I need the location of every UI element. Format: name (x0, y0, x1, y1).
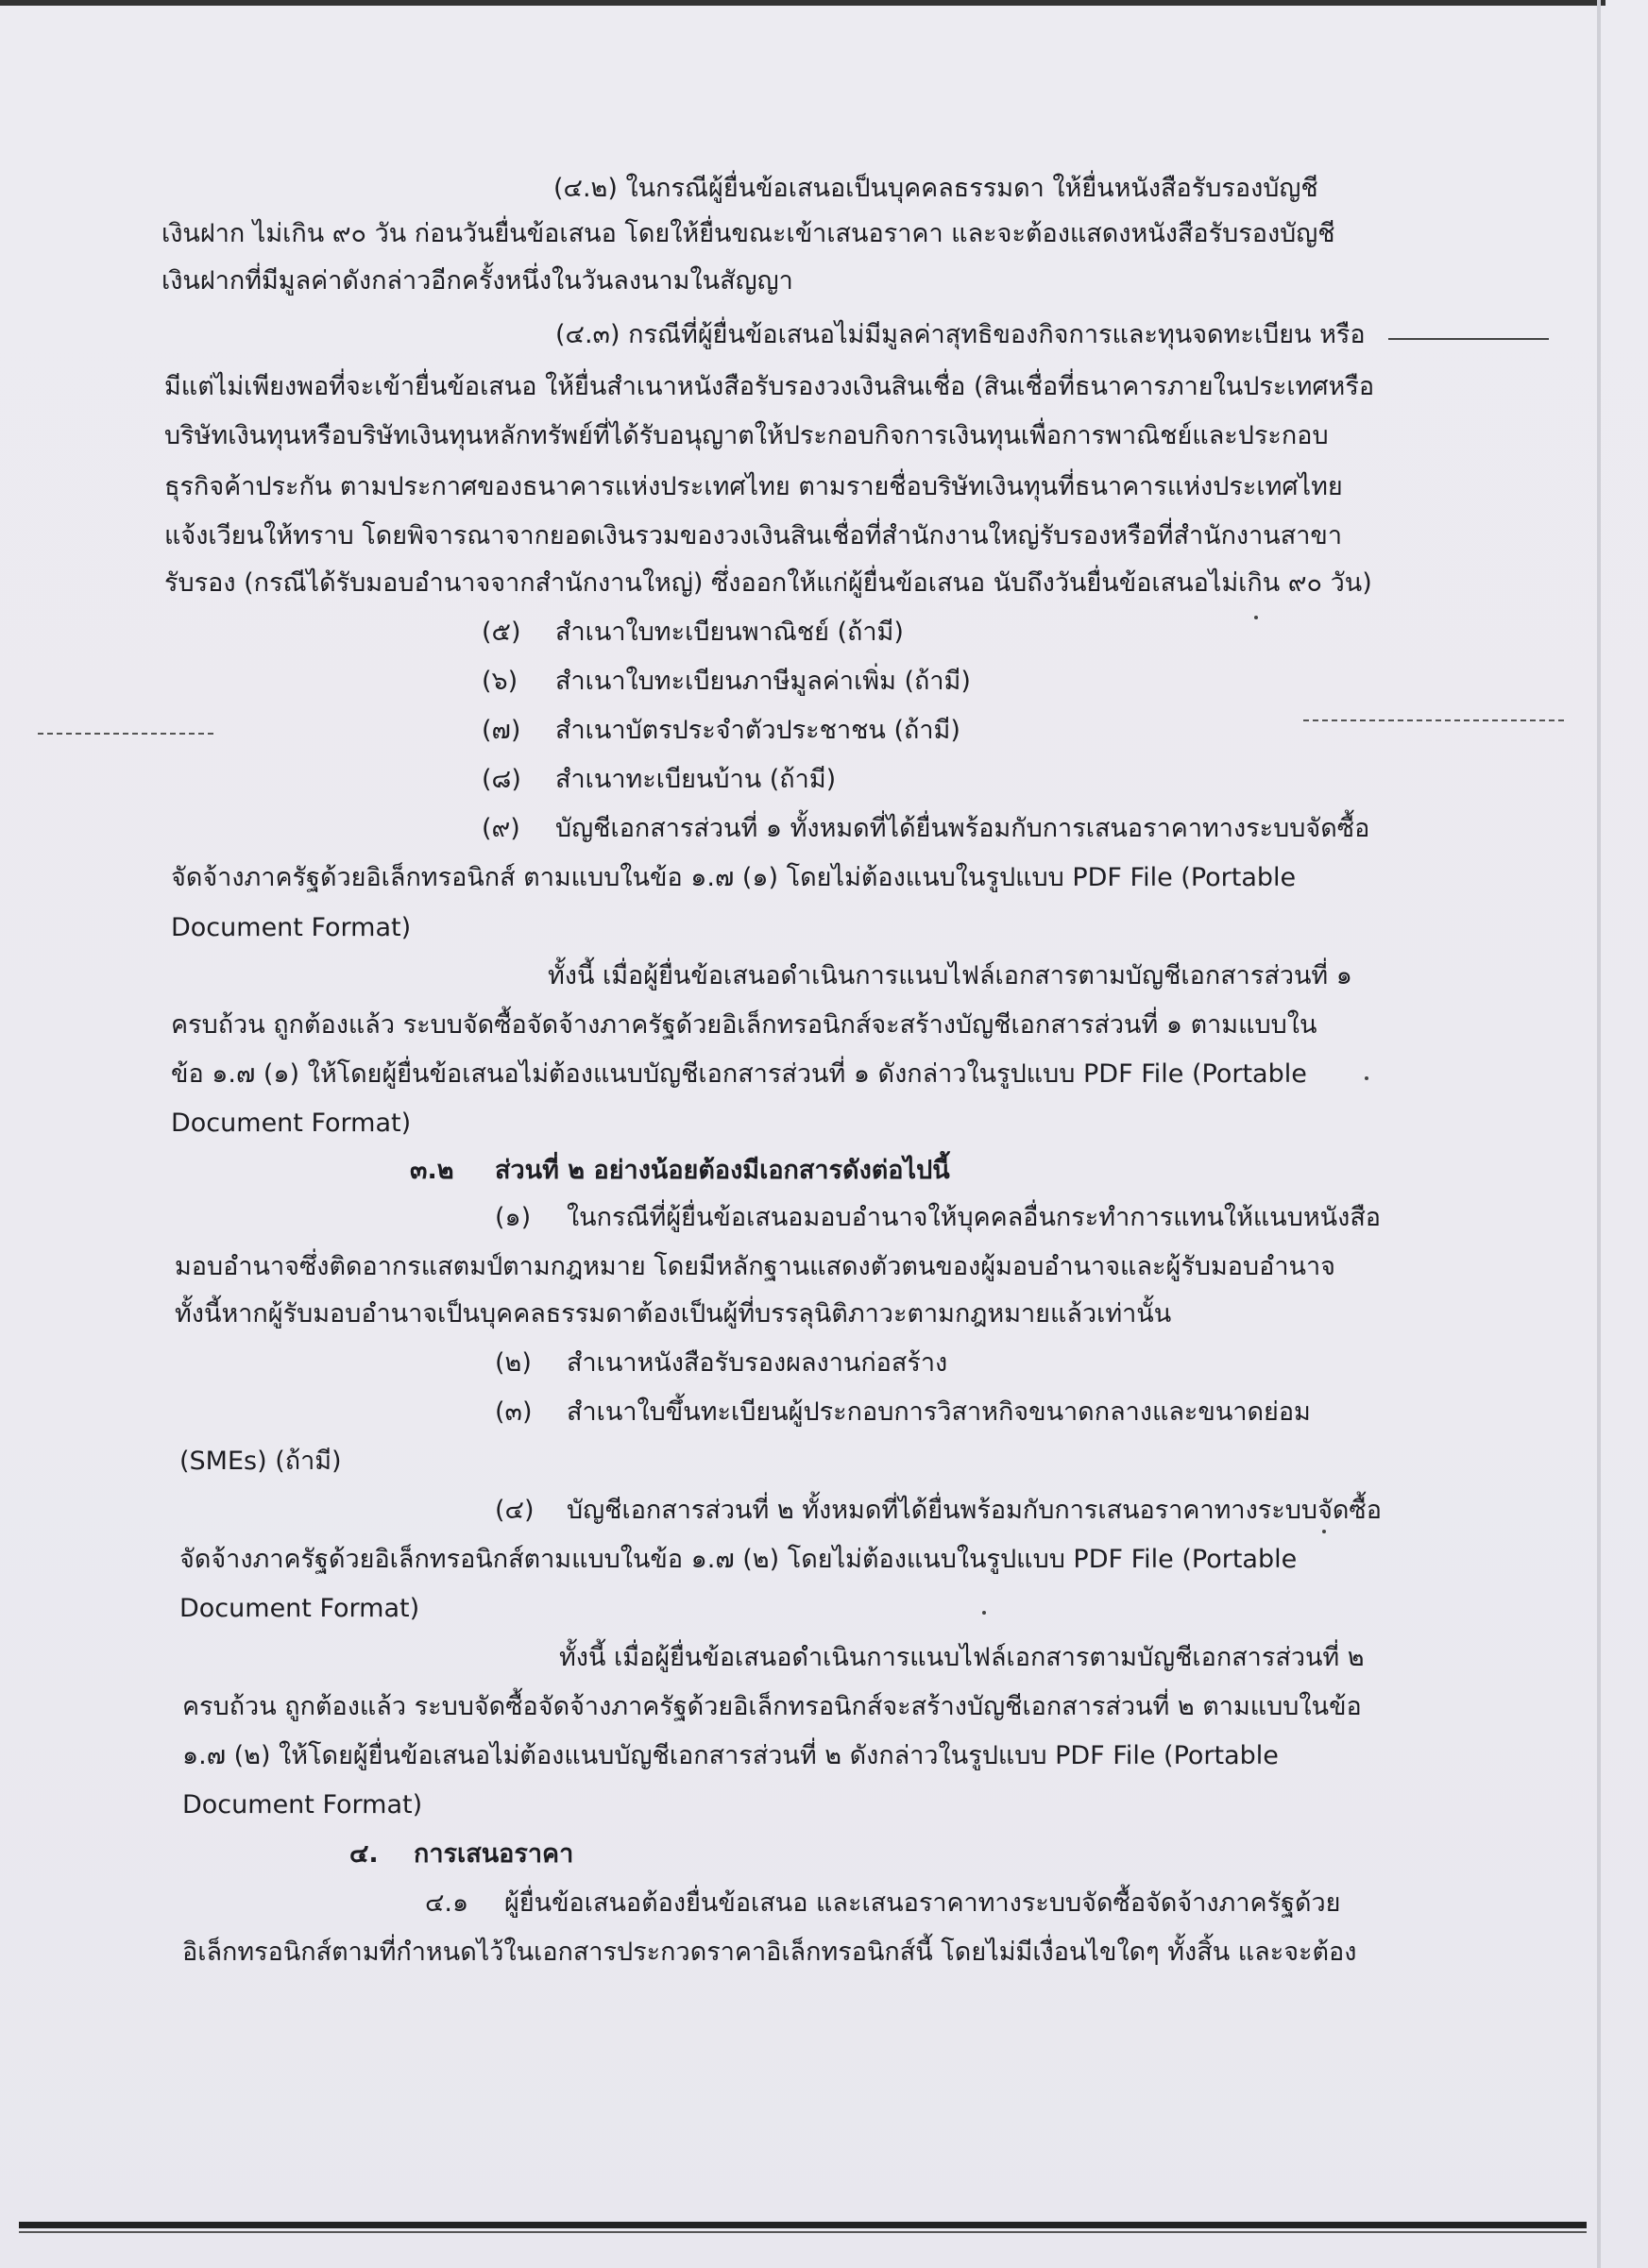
text-line (0, 1435, 1648, 1488)
line-text: ทั้งนี้ เมื่อผู้ยื่นข้อเสนอดำเนินการแนบไฟล์เอกสารตามบัญชีเอกสารส่วนที่ ๒ (559, 1643, 1365, 1672)
line-text: รับรอง (กรณีได้รับมอบอำนาจจากสำนักงานใหญ่) ซึ่งออกให้แก่ผู้ยื่นข้อเสนอ นับถึงวันยื่นข้อเสนอไม่เกิน ๙๐ วัน) (164, 568, 1372, 598)
line-text: Document Format) (182, 1790, 423, 1819)
item-number: (๑) (495, 1203, 532, 1232)
list-item (0, 753, 1648, 806)
text-line (0, 510, 1648, 563)
line-text: มีแต่ไม่เพียงพอที่จะเข้ายื่นข้อเสนอ ให้ยื่นสำเนาหนังสือรับรองวงเงินสินเชื่อ (สินเชื่อที่ธนาคารภายในประเทศหรือ (164, 372, 1375, 401)
line-text: Document Format) (171, 1109, 412, 1138)
text-line (0, 902, 1648, 955)
text-line (0, 1288, 1648, 1341)
list-item (0, 1386, 1648, 1439)
list-item (0, 1484, 1648, 1537)
text-line (0, 1632, 1648, 1684)
section-heading (0, 1828, 1648, 1881)
line-text: เงินฝากที่มีมูลค่าดังกล่าวอีกครั้งหนึ่งในวันลงนามในสัญญา (161, 266, 793, 296)
item-number: (๒) (495, 1348, 532, 1378)
list-item (0, 655, 1648, 708)
line-text: มอบอำนาจซึ่งติดอากรแสตมป์ตามกฎหมาย โดยมีหลักฐานแสดงตัวตนของผู้มอบอำนาจและผู้รับมอบอำนาจ (175, 1252, 1335, 1281)
text-line (0, 1241, 1648, 1294)
text-line (0, 309, 1648, 362)
item-text: สำเนาหนังสือรับรองผลงานก่อสร้าง (567, 1348, 948, 1378)
scan-bottom-edge-thin (19, 2231, 1587, 2233)
scan-bottom-edge (19, 2222, 1587, 2228)
line-text: จัดจ้างภาครัฐด้วยอิเล็กทรอนิกส์ ตามแบบในข้อ ๑.๗ (๑) โดยไม่ต้องแนบในรูปแบบ PDF File (Portable (171, 863, 1297, 892)
line-text: ข้อ ๑.๗ (๑) ให้โดยผู้ยื่นข้อเสนอไม่ต้องแนบบัญชีเอกสารส่วนที่ ๑ ดังกล่าวในรูปแบบ PDF File (Portable (171, 1059, 1307, 1089)
item-text: ในกรณีที่ผู้ยื่นข้อเสนอมอบอำนาจให้บุคคลอื่นกระทำการแทนให้แนบหนังสือ (567, 1203, 1382, 1232)
item-text: สำเนาทะเบียนบ้าน (ถ้ามี) (555, 765, 837, 794)
item-text: สำเนาใบขึ้นทะเบียนผู้ประกอบการวิสาหกิจขนาดกลางและขนาดย่อม (567, 1397, 1311, 1427)
line-text: (๔.๒) ในกรณีผู้ยื่นข้อเสนอเป็นบุคคลธรรมดา ให้ยื่นหนังสือรับรองบัญชี (553, 174, 1318, 203)
item-number: ๔.๑ (425, 1888, 469, 1918)
line-text: ครบถ้วน ถูกต้องแล้ว ระบบจัดซื้อจัดจ้างภาครัฐด้วยอิเล็กทรอนิกส์จะสร้างบัญชีเอกสารส่วนที่ ๒ ตามแบบในข้อ (182, 1692, 1362, 1721)
item-text: สำเนาใบทะเบียนภาษีมูลค่าเพิ่ม (ถ้ามี) (555, 667, 971, 696)
line-text: บริษัทเงินทุนหรือบริษัทเงินทุนหลักทรัพย์ที่ได้รับอนุญาตให้ประกอบกิจการเงินทุนเพื่อการพาณิชย์และประกอบ (164, 421, 1329, 450)
scan-top-edge (0, 0, 1606, 6)
text-line (0, 1730, 1648, 1783)
line-text: เงินฝาก ไม่เกิน ๙๐ วัน ก่อนวันยื่นข้อเสนอ โดยให้ยื่นขณะเข้าเสนอราคา และจะต้องแสดงหนังสือรับรองบัญชี (161, 219, 1335, 248)
text-line (0, 361, 1648, 414)
item-number: (๘) (482, 765, 521, 794)
item-text: สำเนาบัตรประจำตัวประชาชน (ถ้ามี) (555, 716, 960, 745)
section-heading (0, 1144, 1648, 1197)
line-text: ๑.๗ (๒) ให้โดยผู้ยื่นข้อเสนอไม่ต้องแนบบัญชีเอกสารส่วนที่ ๒ ดังกล่าวในรูปแบบ PDF File (Portable (182, 1741, 1279, 1770)
text-line (0, 852, 1648, 905)
item-text: บัญชีเอกสารส่วนที่ ๒ ทั้งหมดที่ได้ยื่นพร้อมกับการเสนอราคาทางระบบจัดซื้อ (567, 1496, 1382, 1525)
item-number: (๕) (482, 618, 521, 647)
line-text: แจ้งเวียนให้ทราบ โดยพิจารณาจากยอดเงินรวมของวงเงินสินเชื่อที่สำนักงานใหญ่รับรองหรือที่สำนักงานสาขา (164, 521, 1342, 550)
text-line (0, 950, 1648, 1003)
text-line (0, 1926, 1648, 1979)
line-text: ทั้งนี้ เมื่อผู้ยื่นข้อเสนอดำเนินการแนบไฟล์เอกสารตามบัญชีเอกสารส่วนที่ ๑ (548, 961, 1352, 990)
item-number: (๗) (482, 716, 521, 745)
text-line (0, 1097, 1648, 1150)
text-line (0, 410, 1648, 463)
list-item (0, 1877, 1648, 1930)
text-line (0, 1583, 1648, 1635)
item-text: ผู้ยื่นข้อเสนอต้องยื่นข้อเสนอ และเสนอราคาทางระบบจัดซื้อจัดจ้างภาครัฐด้วย (504, 1888, 1341, 1918)
section-title: ส่วนที่ ๒ อย่างน้อยต้องมีเอกสารดังต่อไปนี้ (495, 1156, 950, 1185)
text-line (0, 999, 1648, 1052)
text-line (0, 557, 1648, 610)
text-line (0, 1681, 1648, 1734)
item-text: บัญชีเอกสารส่วนที่ ๑ ทั้งหมดที่ได้ยื่นพร้อมกับการเสนอราคาทางระบบจัดซื้อ (555, 814, 1370, 843)
section-number: ๔. (349, 1839, 379, 1869)
item-text: สำเนาใบทะเบียนพาณิชย์ (ถ้ามี) (555, 618, 904, 647)
line-text: อิเล็กทรอนิกส์ตามที่กำหนดไว้ในเอกสารประกวดราคาอิเล็กทรอนิกส์นี้ โดยไม่มีเงื่อนไขใดๆ ทั้งสิ้น และจะต้อง (182, 1938, 1357, 1967)
text-line (0, 1048, 1648, 1101)
list-item (0, 1337, 1648, 1390)
line-text: ครบถ้วน ถูกต้องแล้ว ระบบจัดซื้อจัดจ้างภาครัฐด้วยอิเล็กทรอนิกส์จะสร้างบัญชีเอกสารส่วนที่ ๑ ตามแบบใน (171, 1010, 1317, 1040)
text-line (0, 208, 1648, 261)
list-item (0, 606, 1648, 659)
item-number: (๙) (482, 814, 520, 843)
section-number: ๓.๒ (410, 1156, 454, 1185)
text-line (0, 255, 1648, 308)
line-text: ธุรกิจค้าประกัน ตามประกาศของธนาคารแห่งประเทศไทย ตามรายชื่อบริษัทเงินทุนที่ธนาคารแห่งประเทศไทย (164, 472, 1343, 501)
item-number: (๓) (495, 1397, 533, 1427)
text-line (0, 461, 1648, 514)
line-text: Document Format) (171, 913, 412, 942)
list-item (0, 704, 1648, 757)
line-text: Document Format) (179, 1594, 420, 1623)
line-text: จัดจ้างภาครัฐด้วยอิเล็กทรอนิกส์ตามแบบในข้อ ๑.๗ (๒) โดยไม่ต้องแนบในรูปแบบ PDF File (Portable (179, 1545, 1298, 1574)
list-item (0, 1192, 1648, 1244)
line-text: ทั้งนี้หากผู้รับมอบอำนาจเป็นบุคคลธรรมดาต้องเป็นผู้ที่บรรลุนิติภาวะตามกฎหมายแล้วเท่านั้น (175, 1299, 1172, 1329)
line-text: (SMEs) (ถ้ามี) (179, 1447, 342, 1476)
item-number: (๖) (482, 667, 518, 696)
item-number: (๔) (495, 1496, 535, 1525)
list-item (0, 803, 1648, 855)
text-line (0, 1779, 1648, 1832)
line-text: (๔.๓) กรณีที่ผู้ยื่นข้อเสนอไม่มีมูลค่าสุทธิของกิจการและทุนจดทะเบียน หรือ (555, 320, 1366, 349)
text-line (0, 1533, 1648, 1586)
section-title: การเสนอราคา (414, 1839, 574, 1869)
